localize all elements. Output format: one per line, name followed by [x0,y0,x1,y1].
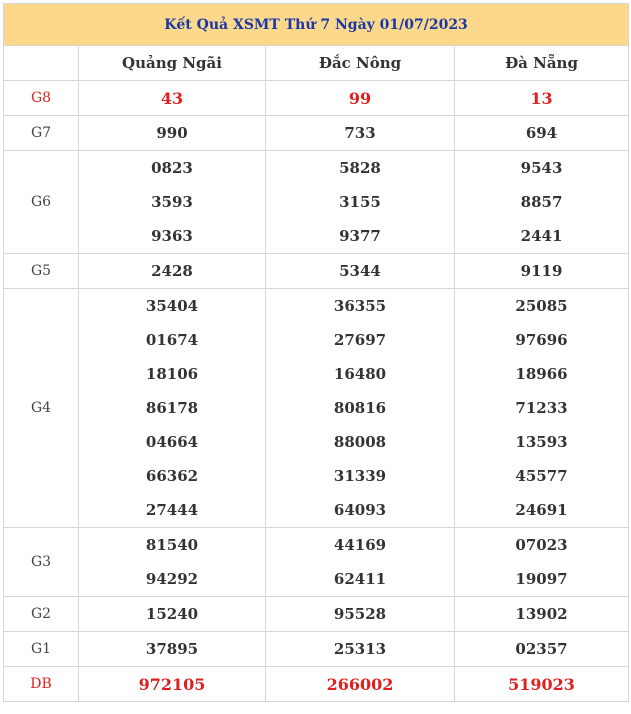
prize-number: 01674 [79,323,266,357]
prize-number: 62411 [266,562,455,597]
prize-number: 2441 [455,219,629,254]
prize-number: 9377 [266,219,455,254]
header-quang-ngai: Quảng Ngãi [79,46,266,81]
prize-number: 13593 [455,425,629,459]
table-row [4,528,629,563]
table-row [4,493,629,528]
prize-label: G6 [4,151,79,254]
prize-number: 94292 [79,562,266,597]
table-row [4,459,629,493]
prize-number: 990 [79,116,266,151]
prize-number: 13902 [455,597,629,632]
table-row [4,597,629,632]
prize-number: 44169 [266,528,455,563]
prize-number: 35404 [79,289,266,324]
prize-number: 3155 [266,185,455,219]
prize-label: G2 [4,597,79,632]
prize-number: 37895 [79,632,266,667]
table-row [4,219,629,254]
prize-number: 8857 [455,185,629,219]
table-row [4,632,629,667]
prize-label: G4 [4,289,79,528]
prize-number: 18966 [455,357,629,391]
prize-number: 88008 [266,425,455,459]
table-row [4,323,629,357]
prize-number: 64093 [266,493,455,528]
table-row [4,81,629,116]
prize-number: 02357 [455,632,629,667]
title-row [4,4,629,46]
prize-label: DB [4,667,79,702]
table-row [4,425,629,459]
table-row [4,254,629,289]
prize-number: 9363 [79,219,266,254]
prize-number: 5344 [266,254,455,289]
table-row [4,391,629,425]
prize-number: 43 [79,81,266,116]
table-row [4,357,629,391]
prize-number: 07023 [455,528,629,563]
prize-number: 36355 [266,289,455,324]
prize-number: 2428 [79,254,266,289]
prize-number: 5828 [266,151,455,186]
prize-number: 99 [266,81,455,116]
header-row [4,46,629,81]
table-row [4,185,629,219]
prize-number: 15240 [79,597,266,632]
prize-number: 97696 [455,323,629,357]
prize-number: 66362 [79,459,266,493]
prize-label: G8 [4,81,79,116]
prize-label: G5 [4,254,79,289]
prize-number: 95528 [266,597,455,632]
prize-number: 86178 [79,391,266,425]
prize-number: 0823 [79,151,266,186]
prize-number: 24691 [455,493,629,528]
prize-number: 81540 [79,528,266,563]
prize-number: 9119 [455,254,629,289]
prize-number: 80816 [266,391,455,425]
prize-number: 972105 [79,667,266,702]
prize-number: 16480 [266,357,455,391]
prize-number: 18106 [79,357,266,391]
table-row [4,289,629,324]
prize-number: 27697 [266,323,455,357]
prize-number: 19097 [455,562,629,597]
table-row [4,151,629,186]
prize-number: 45577 [455,459,629,493]
table-row [4,562,629,597]
prize-label: G3 [4,528,79,597]
header-empty [4,46,79,81]
prize-number: 694 [455,116,629,151]
prize-number: 519023 [455,667,629,702]
table-row [4,667,629,702]
prize-number: 25313 [266,632,455,667]
prize-number: 733 [266,116,455,151]
prize-number: 25085 [455,289,629,324]
prize-label: G7 [4,116,79,151]
header-dac-nong: Đắc Nông [266,46,455,81]
prize-number: 27444 [79,493,266,528]
prize-number: 9543 [455,151,629,186]
results-table [3,3,629,702]
header-da-nang: Đà Nẵng [455,46,629,81]
prize-number: 266002 [266,667,455,702]
prize-number: 31339 [266,459,455,493]
prize-number: 71233 [455,391,629,425]
prize-number: 3593 [79,185,266,219]
prize-number: 13 [455,81,629,116]
table-title: Kết Quả XSMT Thứ 7 Ngày 01/07/2023 [4,4,629,46]
prize-number: 04664 [79,425,266,459]
table-row [4,116,629,151]
prize-label: G1 [4,632,79,667]
